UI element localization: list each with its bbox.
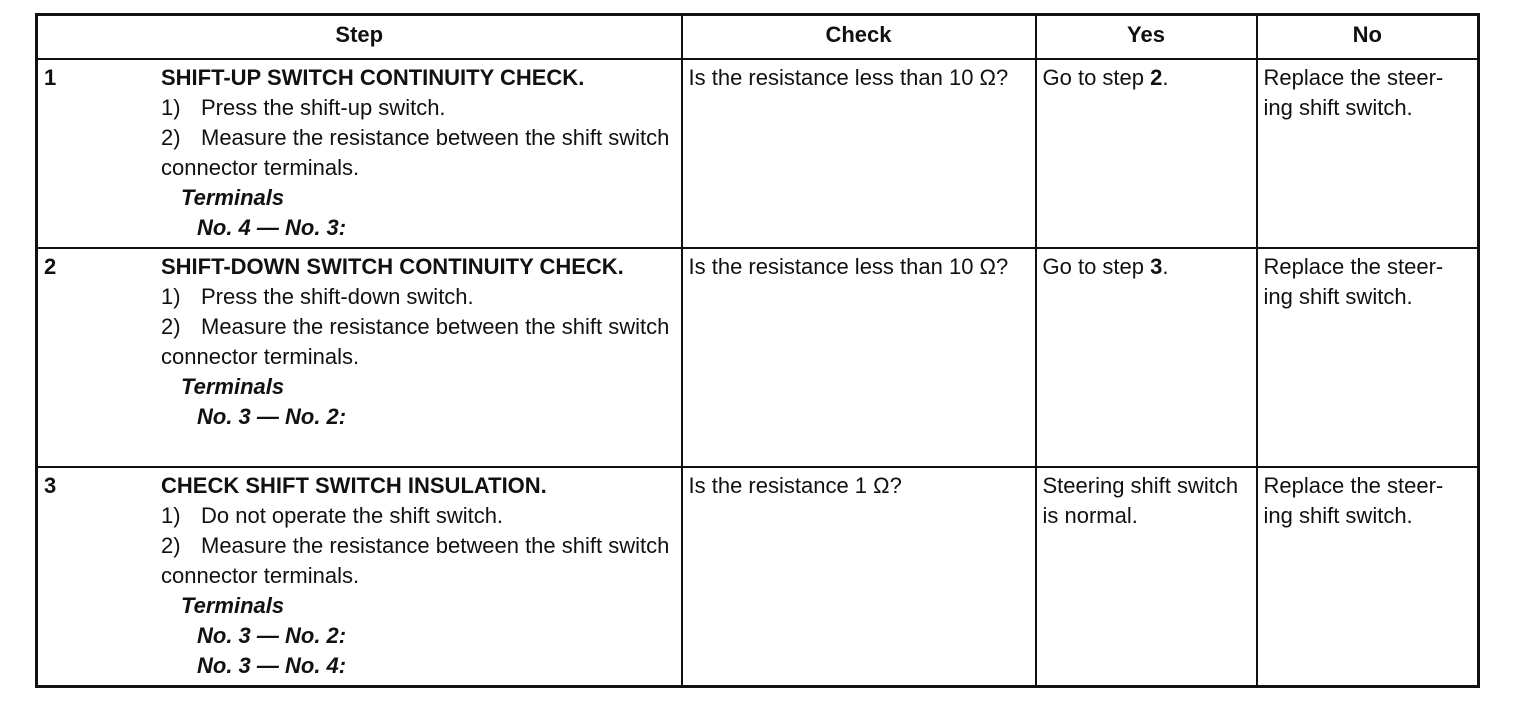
step-instruction-index: 2)	[161, 314, 181, 339]
terminal-pair: No. 3 — No. 2:	[197, 404, 347, 429]
step-instruction	[161, 123, 675, 183]
step-cell	[37, 467, 682, 687]
step-instruction	[161, 531, 675, 591]
no-cell: Replace the steer-ing shift switch.	[1257, 59, 1479, 248]
step-instruction-index: 2)	[161, 125, 181, 150]
step-instruction-index: 1)	[161, 95, 181, 120]
terminals-label: Terminals	[181, 185, 285, 210]
step-instruction-text: Measure the resistance between the shift switch connector terminals.	[161, 314, 670, 369]
step-title: SHIFT-DOWN SWITCH CONTINUITY CHECK.	[161, 254, 624, 279]
check-cell: Is the resistance less than 10 Ω?	[682, 248, 1036, 467]
yes-cell	[1036, 59, 1257, 248]
step-number: 3	[44, 473, 57, 498]
check-cell: Is the resistance 1 Ω?	[682, 467, 1036, 687]
no-cell: Replace the steer-ing shift switch.	[1257, 467, 1479, 687]
terminals-label: Terminals	[181, 374, 285, 399]
yes-prefix: Go to step	[1042, 254, 1151, 279]
terminal-pair: No. 3 — No. 2:	[197, 623, 347, 648]
table-row	[37, 467, 1479, 687]
terminal-pair: No. 3 — No. 4:	[197, 653, 347, 678]
table-row	[37, 248, 1479, 467]
step-cell	[37, 248, 682, 467]
yes-suffix: .	[1162, 65, 1169, 90]
step-reference: 2	[1150, 65, 1163, 90]
step-instruction	[161, 501, 675, 531]
header-no: No	[1257, 15, 1479, 60]
step-instruction-text: Measure the resistance between the shift switch connector terminals.	[161, 125, 670, 180]
header-step: Step	[37, 15, 682, 60]
step-instruction-index: 1)	[161, 284, 181, 309]
header-check: Check	[682, 15, 1036, 60]
terminals-label: Terminals	[181, 593, 285, 618]
step-instruction	[161, 282, 675, 312]
check-cell: Is the resistance less than 10 Ω?	[682, 59, 1036, 248]
step-instruction	[161, 93, 675, 123]
terminal-pair: No. 4 — No. 3:	[197, 215, 347, 240]
step-instruction-text: Measure the resistance between the shift switch connector terminals.	[161, 533, 670, 588]
step-instruction-text: Press the shift-down switch.	[201, 284, 474, 309]
step-cell	[37, 59, 682, 248]
yes-cell: Steering shift switch is normal.	[1036, 467, 1257, 687]
step-instruction-text: Do not operate the shift switch.	[201, 503, 504, 528]
step-number: 1	[44, 65, 57, 90]
table-row	[37, 59, 1479, 248]
step-number: 2	[44, 254, 57, 279]
header-yes: Yes	[1036, 15, 1257, 60]
step-instruction-index: 2)	[161, 533, 181, 558]
step-title: CHECK SHIFT SWITCH INSULATION.	[161, 473, 547, 498]
step-reference: 3	[1150, 254, 1163, 279]
header-row	[37, 15, 1479, 60]
no-cell: Replace the steer-ing shift switch.	[1257, 248, 1479, 467]
step-instruction-index: 1)	[161, 503, 181, 528]
step-title: SHIFT-UP SWITCH CONTINUITY CHECK.	[161, 65, 585, 90]
yes-prefix: Go to step	[1042, 65, 1151, 90]
diagnostic-table	[35, 13, 1480, 688]
yes-suffix: .	[1162, 254, 1169, 279]
yes-cell	[1036, 248, 1257, 467]
step-instruction	[161, 312, 675, 372]
step-instruction-text: Press the shift-up switch.	[201, 95, 446, 120]
